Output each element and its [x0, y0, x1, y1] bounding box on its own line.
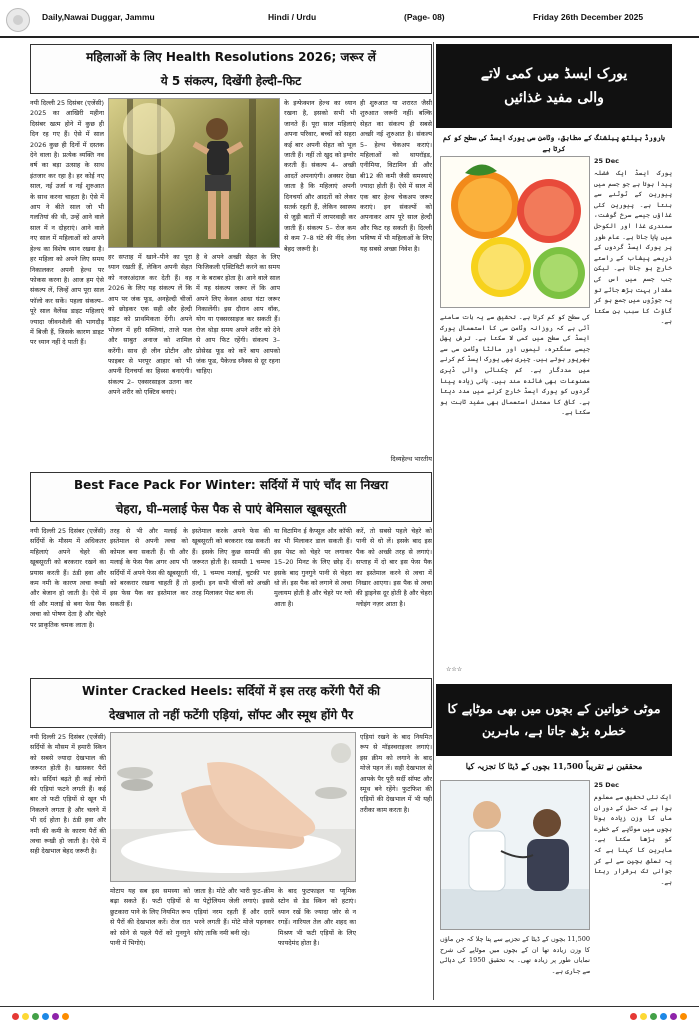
paper-name: Daily,Nawai Duggar, Jammu: [42, 12, 155, 22]
article2-headline-line1: Best Face Pack For Winter: सर्दियों में पाएं चाँद सा निखरा: [73, 478, 389, 492]
footer-color-dot: [650, 1013, 657, 1020]
article3-headline-line1: Winter Cracked Heels: सर्दियों में इस तरह करेंगी पैरों की: [81, 684, 381, 698]
article1-column-5: ही शुरुआत या शरारत जैसी शुरुआत जरूरी नहीं। बल्कि सेहत का संकल्प ही सबसे अच्छी नई शुरुआत है। संकल्प 5– हेल्थ चेकअप कराएं। महिलाओं को थायरॉइड, एनीमिया, विटामिन डी और बी12 की कमी जैसी समस्याएं ज्यादा होती हैं। ऐसे में साल में एक बार हेल्थ चेकअप जरूर कराएं। इन संकल्पों को अपनाकर आप पूरे साल हेल्दी और फिट रह सकती हैं। दिल्ली भविष्य में भी महिलाओं के लिए यह सबसे अच्छा निवेश है।: [360, 99, 432, 253]
article1-headline-line2: ये 5 संकल्प, दिखेंगी हेल्दी–फिट: [160, 74, 302, 88]
doctor-patient-photo: [440, 780, 590, 930]
footer-color-dot: [52, 1013, 59, 1020]
article3-column-3: जाता है। मोटे और भारी फुट–क्रीम या पेट्रोलियम जेली लगाएं। इससे एड़ियां नरम रहती हैं और दरारें भरने लगती हैं। मोटे मोजे पहनकर सोएं ताकि नमी बनी रहे।: [194, 887, 274, 937]
citrus-illustration: [441, 157, 590, 308]
article2-column-4: या विटामिन ई कैप्सूल और कॉफी का भी मिलाकर डाल सकती हैं। इस पेस्ट को चेहरे पर लगाकर 15–20 मिनट के लिए छोड़ दें। इसके बाद गुनगुने पानी से चेहरा धो लें। इस पैक को लगाने से त्वचा मुलायम होती है और चेहरे पर ग्लो आता है।: [274, 527, 352, 608]
footer-color-dot: [12, 1013, 19, 1020]
article1-headline-line1: महिलाओं के लिए Health Resolutions 2026; जरूर लें: [86, 50, 376, 64]
article2-headline-line2: चेहरा, घी–मलाई फेस पैक से पाएं बेमिसाल खूबसूरती: [115, 502, 347, 516]
uric-acid-subhead: ہارورڈ ہیلتھ پبلشنگ کے مطابق، وٹامن سی یورک ایسڈ کی سطح کو کم کرتا ہے: [442, 133, 666, 153]
article3-photo-feet-spa: [110, 732, 356, 882]
article1-column-2: हर सप्ताह में खाने–पीने का पूरा ध्यान रखती हैं, लेकिन अपनी सेहत को नजरअंदाज कर देती हैं। वह 2026 के लिए यह संकल्प लें कि आप पर जंक फूड, अनहेल्दी चीजों को छोड़कर एक सही और हेल्दी डाइट को प्राथमिकता देंगी। अपने भोजन में हरी सब्जियां, ताजे फल और साबुत अनाज को शामिल करेंगी। साथ ही लीन प्रोटीन और फाइबर से भरपूर आहार को भी अपनी दिनचर्या का हिस्सा बनाएंगी। संकल्प 2– एक्सरसाइज उतना कर अपने शरीर को एक्टिव बनाएं।: [108, 253, 192, 397]
footer-color-dot: [32, 1013, 39, 1020]
urdu-section: [436, 40, 672, 1002]
uric-acid-dateline: 25 Dec: [594, 157, 619, 165]
footer-color-dot: [630, 1013, 637, 1020]
article1-headline: [30, 44, 432, 94]
article2-headline: [30, 472, 432, 522]
article3-column-4: के बाद फुटफाइल या प्यूमिक स्टोन से डेड स्किन को हटाएं। ध्यान रखें कि ज्यादा जोर से न रगड़ें। नारियल तेल और शहद का मिश्रण भी फटी एड़ियों के लिए फायदेमंद होता है।: [278, 887, 356, 948]
article1-column-1: नयी दिल्ली 25 दिसंबर (एजेंसी) 2025 का आखिरी महीना दिसंबर खत्म होने में कुछ ही दिन रह गए हैं। ऐसे में साल 2026 कुछ ही दिनों में दस्तक देने वाला है। प्रत्येक व्यक्ति नव वर्ष का बड़ा उत्साह के साथ इंतजार कर रहा है। हर कोई नए साल, नई उर्जा व नई शुरुआत के साथ करना चाहता है। ऐसे में आप ने बीते साल जो भी गलतियां की थी, उन्हें आने वाले साल में न दोहराएं। आने वाले नए साल में महिलाओं को अपने हेल्थ का विशेष ध्यान रखना है। हर महिला को अपने लिए समय निकालकर अपनी हेल्थ पर फोकस करना है। आज हम ऐसे संकल्प लें, जिन्हें आप पूरा साल फॉलो कर सकें। पहला संकल्प– पूरे साल वैलेंस्ड डाइट महिलाएं ज्यादा जीवनशैली की भागदौड़ में बिजी हैं, जिसके कारण डाइट पर ध्यान नहीं दे पाती हैं।: [30, 99, 104, 347]
uric-acid-end-stars: ☆☆☆: [446, 666, 463, 673]
article2-column-3: इस्तेमाल करके अपने फेस की खूबसूरती को बरकरार रख सकती हैं। इसके लिए कुछ सामग्री की जरूरत होती है। सामग्री 1 चम्मच घी, 1 चम्मच मलाई, चुटकी भर हल्दी। इन सभी चीजों को अच्छी तरह मिलाकर पेस्ट बना लें।: [192, 527, 270, 598]
page-footer: [0, 1006, 699, 1024]
article2-column-2: तरह से भी और मलाई के इस्तेमाल से अपनी त्वचा को कोमल बना सकती हैं। घी और मलाई के फेस पैक अगर आप भी सर्दियों में अपने फेस की खूबसूरती को बरकरार रखना चाहती हैं तो इस फेस पैक का इस्तेमाल कर सकती हैं।: [110, 527, 188, 608]
language-label: Hindi / Urdu: [268, 12, 317, 22]
obesity-banner-line2: خطرہ بڑھ جاتا ہے، ماہرین: [482, 723, 626, 738]
article1-photo-woman-running: [108, 98, 280, 248]
masthead: [0, 0, 699, 38]
uric-acid-banner-line1: یورک ایسڈ میں کمی لاتے: [480, 66, 628, 82]
article1-credit: दिव्यहेल्थ भारतीय: [390, 455, 432, 463]
obesity-banner-line1: موٹی خواتین کے بچوں میں بھی موٹاپے کا: [447, 701, 661, 716]
obesity-banner: [436, 684, 672, 756]
footer-color-dot: [670, 1013, 677, 1020]
article3-headline-line2: देखभाल तो नहीं फटेंगी एड़ियां, सॉफ्ट और स्मूथ होंगे पैर: [108, 708, 353, 722]
footer-color-dot: [640, 1013, 647, 1020]
footer-color-dot: [42, 1013, 49, 1020]
article1-column-3: है वे अपने अच्छी सेहत के लिए फिजिकली एक्टिविटी करने का समय न के बराबर होता है। आने वाले साल में यह संकल्प जरूर लें कि आप अपने लिए केवल आधा घंटा जरूर निकालेंगी। इस दौरान आप वॉक, योग या एक्सरसाइज कर सकती हैं। रोज थोड़ा समय अपने शरीर को देने से आप फिट रहेंगी। संकल्प 3– प्रोसेस्ड फूड को करें बाय आपको जंक फूड, पैकेज्ड स्नैक्स से दूर रहना चाहिए।: [196, 253, 280, 376]
page-number: (Page- 08): [404, 12, 445, 22]
newspaper-logo-icon: [6, 8, 30, 32]
article3-headline: [30, 678, 432, 728]
article3-column-2: मोटाप यह सब इस समस्या को बढ़ा सकते हैं। फटी एड़ियों से छुटकारा पाने के लिए नियमित रूप से पैरों की देखभाल करें। रोज रात को सोने से पहले पैरों को गुनगुने पानी में भिगोएं।: [110, 887, 190, 948]
uric-acid-column-left: کی سطح کو کم کرتا ہے۔ تحقیق سے یہ بات سامنے آئی ہے کہ روزانہ وٹامن سی کا استعمال یورک ایسڈ کی سطح میں کمی لا سکتا ہے۔ ترش پھل جیسے سنگترہ، لیموں اور مالٹا وٹامن سی سے بھرپور ہوتے ہیں۔ چیری بھی یورک ایسڈ کم کرنے میں مددگار ہے۔ کم چکنائی والی ڈیری مصنوعات بھی فائدہ مند ہیں۔ پانی زیادہ پینا گردوں کو یورک ایسڈ خارج کرنے میں مدد دیتا ہے۔ کافی کا معتدل استعمال بھی مفید ثابت ہو سکتا ہے۔: [440, 313, 590, 417]
footer-color-dot: [22, 1013, 29, 1020]
footer-color-dot: [680, 1013, 687, 1020]
obesity-subhead: محققین نے تقریباً 11,500 بچوں کے ڈیٹا کا تجزیہ کیا: [465, 761, 643, 771]
article2-column-1: नयी दिल्ली 25 दिसंबर (एजेंसी) सर्दियों के मौसम में अधिकतर महिलाएं अपने चेहरे की खूबसूरती को बरकरार रखने का प्रयास करती हैं। ठंडी हवा और कम नमी के कारण त्वचा रूखी और बेजान हो जाती है। ऐसे में घी और मलाई से बना फेस पैक त्वचा को पोषण देता है और चेहरे पर प्राकृतिक चमक लाता है।: [30, 527, 106, 629]
article3-column-1: नयी दिल्ली 25 दिसंबर (एजेंसी) सर्दियों के मौसम में हमारी स्किन को सबसे ज्यादा देखभाल की जरूरत होती है। खासकर पैरों को। सर्दियां बढ़ते ही कई लोगों की एड़ियां फटने लगती हैं। कई बार तो फटी एड़ियों से खून भी निकलने लगता है और चलने में भी दर्द होता है। ठंडी हवा और नमी की कमी के कारण पैरों की त्वचा रूखी हो जाती है। ऐसे में सही देखभाल बेहद जरूरी है।: [30, 733, 106, 856]
citrus-fruits-photo: [440, 156, 590, 308]
runner-illustration: [109, 99, 280, 248]
footer-color-dot: [660, 1013, 667, 1020]
feet-spa-illustration: [111, 733, 356, 882]
hindi-section: [30, 40, 432, 1002]
uric-acid-banner: [436, 44, 672, 128]
obesity-column-right: ایک نئی تحقیق سے معلوم ہوا ہے کہ حمل کے دوران ماں کا وزن زیادہ ہونا بچوں میں موٹاپے کے خطرے کو بڑھا سکتا ہے۔ ماہرین کا کہنا ہے کہ یہ تعلق بچپن سے لے کر جوانی تک برقرار رہتا ہے۔: [594, 793, 672, 886]
footer-color-dot: [62, 1013, 69, 1020]
obesity-dateline: 25 Dec: [594, 781, 619, 789]
doctor-illustration: [441, 781, 590, 930]
uric-acid-banner-line2: والی مفید غذائیں: [504, 90, 604, 106]
uric-acid-column-right: یورک ایسڈ ایک فضلہ پیدا ہوتا ہے جو جسم میں پیورین کے ٹوٹنے سے بنتا ہے۔ پیورین کئی غذاؤں جیسے سرخ گوشت، سمندری غذا اور الکوحل میں پایا جاتا ہے۔ عام طور پر یورک ایسڈ گردوں کے ذریعے پیشاب کے راستے خارج ہو جاتا ہے۔ لیکن جب جسم میں اس کی مقدار بہت بڑھ جائے تو یہ جوڑوں میں جمع ہو کر گاؤٹ کا سبب بن سکتا ہے۔: [594, 169, 672, 326]
obesity-column-left: 11,500 بچوں کے ڈیٹا کے تجزیے سے پتا چلا کہ جن ماؤں کا وزن زیادہ تھا ان کے بچوں میں موٹاپے کی شرح نمایاں طور پر زیادہ تھی۔ یہ تحقیق 1950 کی دہائی سے جاری ہے۔: [440, 935, 590, 975]
article3-column-5: एड़ियां रखने के बाद नियमित रूप से मॉइस्चराइजर लगाएं। इस क्रीम को लगाने के बाद मोजे पहन लें। सही देखभाल से आपके पैर पूरी सर्दी सॉफ्ट और स्मूथ बने रहेंगे। फुटफिश की एड़ियों की देखभाल में भी यही तरीका काम करता है।: [360, 733, 432, 814]
issue-date: Friday 26th December 2025: [533, 12, 644, 22]
column-divider: [433, 42, 434, 1000]
article2-column-5: करें, तो सबसे पहले चेहरे को पानी से धो लें। इसके बाद इस पैक को अच्छी तरह से लगाएं। सप्ताह में दो बार इस फेस पैक का इस्तेमाल करने से त्वचा में निखार आएगा। इस पैक से त्वचा की ड्राइनेस दूर होती है और चेहरा ग्लोइंग नज़र आता है।: [356, 527, 432, 608]
article1-column-4: के इन्फेक्शन हेल्थ का ध्यान रखना है, इसको सभी भी जानते हैं। पूरा साल महिलाएं अपना परिवार, बच्चों को सहरा कई बार अपनी सेहत को भूल जाती हैं। नहीं तो खुद को इग्नोर करती हैं। संकल्प 4– अच्छी आदतें अपनाएंगी। अक्सर देखा जाता है कि महिलाएं अपनी दिनचर्या और आदतों को लेकर सतर्क रहती हैं, लेकिन स्वास्थ्य से जुड़ी बातों में लापरवाही कर जाती हैं। संकल्प 5– रोज कम से कम 7–8 घंटे की नींद लेना बेहद जरूरी है।: [284, 99, 356, 253]
